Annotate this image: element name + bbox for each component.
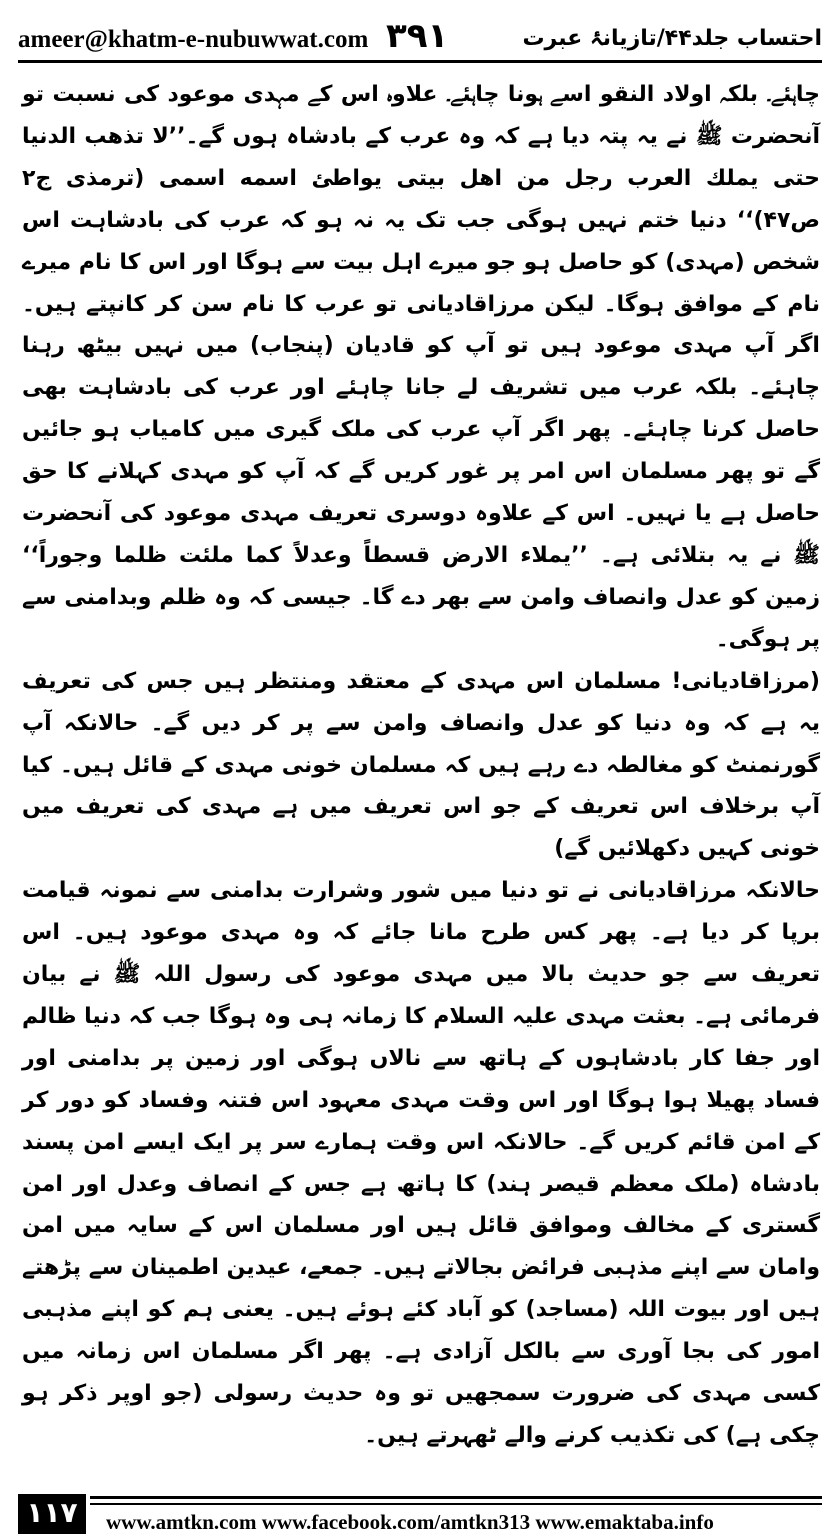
header-page-number: ۳۹۱ (386, 16, 449, 56)
text-line: (مرزاقادیانی! مسلمان اس مہدی کے معتقد ومنتظر ہیں جس کی تعریف یہ ہے کہ وہ دنیا کو عدل وانصاف وامن سے پر کر دیں گے۔ حالانکہ آپ گورنمنٹ کو مغالطہ دے رہے ہیں کہ مسلمان خونی مہدی کے قائل ہیں۔ کیا آپ برخلاف اس تعریف کے جو اس تعریف میں ہے مہدی کی تعریف میں خونی کہیں دکھلائیں گے) (22, 668, 821, 862)
header-email: ameer@khatm-e-nubuwwat.com (18, 26, 369, 53)
header-title: احتساب جلد۴۴/تازیانۂ عبرت (522, 26, 822, 51)
text-line: چاہئے۔ بلکہ اولاد النقو اسے ہونا چاہئے۔ علاوہ اس کے مہدی موعود کی نسبت تو آنحضرت ﷺ نے یہ پتہ دیا ہے کہ وہ عرب کے بادشاہ ہوں گے۔’’لا تذهب الدنيا حتى يملك العرب رجل من اهل بيتى يواطئ اسمه اسمى (ترمذى ج۲ ص۴۷)‘‘ دنیا ختم نہیں ہوگی جب تک یہ نہ ہو کہ عرب کی بادشاہت اس شخص (مہدی) کو حاصل ہو جو میرے اہل بیت سے ہوگا اور اس کا نام میرے نام کے موافق ہوگا۔ لیکن مرزاقادیانی تو عرب کا نام سن کر کانپتے ہیں۔ اگر آپ مہدی موعود ہیں تو آپ کو قادیان (پنجاب) میں نہیں بیٹھ رہنا چاہئے۔ بلکہ عرب میں تشریف لے جانا چاہئے اور عرب کی بادشاہت بھی حاصل کرنا چاہئے۔ پھر اگر آپ عرب کی ملک گیری میں کامیاب ہو جائیں گے تو پھر مسلمان اس امر پر غور کریں گے کہ آپ کو مہدی کہلانے کا حق حاصل ہے یا نہیں۔ اس کے علاوہ دوسری تعریف مہدی موعود کی آنحضرت ﷺ نے یہ بتلائی ہے۔ ’’يملاء الارض قسطاً وعدلاً كما ملئت ظلما وجوراً‘‘ زمین کو عدل وانصاف وامن سے بھر دے گا۔ جیسی کہ وہ ظلم وبدامنی سے پر ہوگی۔ (22, 82, 821, 652)
footer-page-number: ۱۱۷ (18, 1494, 86, 1534)
body-text (22, 74, 820, 1484)
page-footer (18, 1494, 822, 1536)
page-header (18, 14, 822, 54)
footer-links: www.amtkn.com www.facebook.com/amtkn313 www.emaktaba.info (106, 1510, 714, 1534)
footer-rule (90, 1496, 822, 1499)
text-line: حالانکہ مرزاقادیانی نے تو دنیا میں شور وشرارت بدامنی سے نمونہ قیامت برپا کر دیا ہے۔ پھر کس طرح مانا جائے کہ وہ مہدی موعود ہیں۔ اس تعریف سے جو حدیث بالا میں مہدی موعود کی رسول اللہ ﷺ نے بیان فرمائی ہے۔ بعثت مہدی علیہ السلام کا زمانہ ہی وہ ہوگا جب کہ دنیا ظالم اور جفا کار بادشاہوں کے ہاتھ سے نالاں ہوگی اور زمین پر بدامنی اور فساد پھیلا ہوا ہوگا اور اس وقت مہدی معہود اس فتنہ وفساد کو دور کر کے امن قائم کریں گے۔ حالانکہ اس وقت ہمارے سر پر ایک ایسے امن پسند بادشاہ (ملک معظم قیصر ہند) کا ہاتھ ہے جس کے انصاف وعدل اور امن گستری کے مخالف وموافق قائل ہیں اور مسلمان اس کے سایہ میں امن وامان سے اپنے مذہبی فرائض بجالاتے ہیں۔ جمعے، عیدین اطمینان سے پڑھتے ہیں اور بیوت اللہ (مساجد) کو آباد کئے ہوئے ہیں۔ یعنی ہم کو اپنے مذہبی امور کی بجا آوری سے بالکل آزادی ہے۔ پھر اگر مسلمان اس زمانہ میں کسی مہدی کی ضرورت سمجھیں تو وہ حدیث رسولی (جو اوپر ذکر ہو چکی ہے) کی تکذیب کرنے والے ٹھہرتے ہیں۔ (22, 878, 820, 1448)
footer-rule-secondary (90, 1503, 822, 1505)
header-rule (18, 60, 822, 63)
